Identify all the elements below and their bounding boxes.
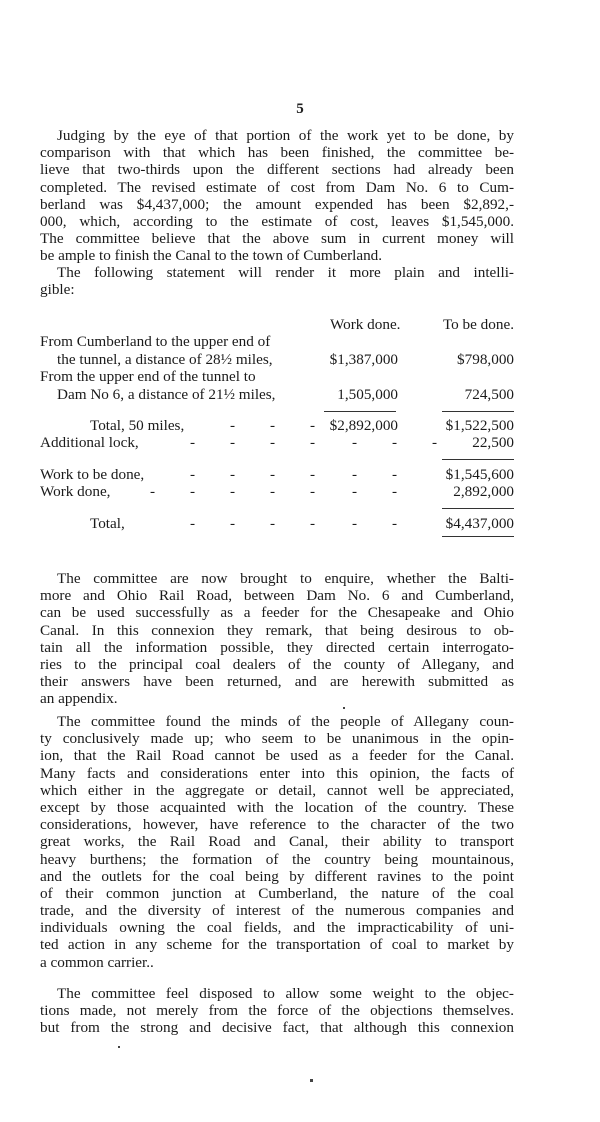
work-done-value: $1,387,000 (329, 350, 398, 368)
row-label: Dam No 6, a distance of 21½ miles, (57, 385, 276, 403)
text-line: great works, the Rail Road and Canal, their ability to transport (40, 833, 514, 851)
text-line: ty conclusively made up; who seem to be unanimous in the opin- (40, 730, 514, 748)
text-line: trade, and the diversity of interest of the numerous companies and (40, 902, 514, 920)
table-row (40, 368, 514, 385)
text-line: tions made, not merely from the force of the objections themselves. (40, 1002, 514, 1020)
to-be-done-value: $1,522,500 (445, 416, 514, 434)
text-line: can be used successfully as a feeder for the Chesapeake and Ohio (40, 604, 514, 622)
row-label: From the upper end of the tunnel to (40, 368, 256, 386)
sum-rule (442, 508, 514, 509)
text-line: ted action in any scheme for the transportation of coal to market by (40, 936, 514, 954)
row-label: From Cumberland to the upper end of (40, 333, 271, 351)
scan-speck (118, 1046, 120, 1048)
column-header-work-done: Work done. (330, 316, 401, 333)
leader-dash: - (310, 465, 316, 483)
table-row-additional-lock (40, 434, 514, 451)
sum-rule (442, 411, 514, 412)
leader-dash: - (230, 514, 236, 532)
text-line: Canal. In this connexion they remark, that being desirous to ob- (40, 621, 514, 639)
leader-dash: - (270, 514, 276, 532)
rule-row (40, 532, 514, 542)
row-label: Additional lock, (40, 434, 139, 452)
text-line: The committee believe that the above sum in current money will (40, 230, 514, 248)
text-line: The committee found the minds of the people of Allegany coun- (57, 713, 514, 730)
leader-dash: - (392, 483, 398, 501)
sum-rule (324, 411, 396, 412)
work-done-value: 1,505,000 (337, 385, 398, 403)
text-line: 000, which, according to the estimate of cost, leaves $1,545,000. (40, 212, 514, 230)
leader-dash: - (392, 434, 398, 452)
text-line: berland was $4,437,000; the amount expended has been $2,892,- (40, 195, 514, 213)
text-line: completed. The revised estimate of cost from Dam No. 6 to Cum- (40, 178, 514, 196)
leader-dash: - (432, 434, 438, 452)
text-line: except by those acquainted with the location of the country. These (40, 798, 514, 816)
rule-row (40, 452, 514, 466)
text-line: individuals owning the coal fields, and the impracticability of uni- (40, 919, 514, 937)
text-line: heavy burthens; the formation of the country being mountainous, (40, 850, 514, 868)
table-row-total-50-miles (40, 417, 514, 434)
leader-dash: - (352, 434, 358, 452)
leader-dash: - (190, 465, 196, 483)
rule-row (40, 403, 514, 417)
to-be-done-value: $798,000 (457, 350, 514, 368)
row-label: Total, (90, 514, 125, 532)
leader-dash: - (310, 434, 316, 452)
text-line: ries to the principal coal dealers of the county of Allegany, and (40, 655, 514, 673)
text-line: be ample to finish the Canal to the town of Cumberland. (40, 247, 383, 265)
leader-dash: - (190, 483, 196, 501)
leader-dash: - (190, 514, 196, 532)
text-line: Judging by the eye of that portion of the work yet to be done, by (57, 127, 514, 144)
row-label: Total, 50 miles, (90, 416, 185, 434)
leader-dash: - (270, 483, 276, 501)
sum-rule (442, 459, 514, 460)
text-line: which either in the aggregate or detail, cannot well be appreciated, (40, 781, 514, 799)
rule-row (40, 501, 514, 515)
leader-dash: - (310, 416, 316, 434)
leader-dash: - (352, 465, 358, 483)
page-number: 5 (296, 101, 304, 117)
row-label: Work done, (40, 483, 111, 501)
leader-dash: - (230, 434, 236, 452)
text-line: The following statement will render it more plain and intelli- (57, 264, 514, 281)
text-line: a common carrier.. (40, 953, 154, 971)
text-line: The committee feel disposed to allow some weight to the objec- (57, 985, 514, 1002)
leader-dash: - (270, 434, 276, 452)
paragraph-statement-intro (40, 264, 514, 298)
leader-dash: - (190, 434, 196, 452)
text-line: more and Ohio Rail Road, between Dam No. 6 and Cumberland, (40, 587, 514, 605)
text-line: lieve that two-thirds upon the different sections had already been (40, 161, 514, 179)
row-label: Work to be done, (40, 465, 145, 483)
leader-dash: - (352, 514, 358, 532)
text-line: gible: (40, 281, 75, 299)
text-line: of their common junction at Cumberland, the nature of the coal (40, 884, 514, 902)
leader-dash: - (230, 483, 236, 501)
table-row (40, 386, 514, 403)
leader-dash: - (392, 465, 398, 483)
paragraph-allegany-opinion (40, 713, 514, 971)
leader-dash: - (230, 416, 236, 434)
paragraph-objections (40, 985, 514, 1037)
work-to-be-done-value: $1,545,600 (445, 465, 514, 483)
row-label: the tunnel, a distance of 28½ miles, (57, 350, 273, 368)
text-line: their answers have been returned, and are herewith submitted as (40, 673, 514, 691)
paragraph-cost-estimate (40, 127, 514, 265)
to-be-done-value: 724,500 (464, 385, 514, 403)
to-be-done-value: 22,500 (472, 434, 514, 452)
table-row-grand-total (40, 515, 514, 532)
grand-total-value: $4,437,000 (445, 514, 514, 532)
text-line: Many facts and considerations enter into this opinion, the facts of (40, 764, 514, 782)
text-line: an appendix. (40, 690, 118, 708)
table-header-row (40, 316, 514, 333)
leader-dash: - (310, 514, 316, 532)
work-done-value: $2,892,000 (329, 416, 398, 434)
leader-dash: - (352, 483, 358, 501)
text-line: comparison with that which has been finished, the committee be- (40, 144, 514, 162)
work-done-total-value: 2,892,000 (453, 483, 514, 501)
text-line: ion, that the Rail Road cannot be used as a feeder for the Canal. (40, 747, 514, 765)
table-row-work-done (40, 483, 514, 500)
text-line: tain all the information possible, they directed certain interrogato- (40, 638, 514, 656)
leader-dash: - (310, 483, 316, 501)
scan-speck (343, 707, 345, 709)
leader-dash: - (392, 514, 398, 532)
table-row (40, 351, 514, 368)
leader-dash: - (150, 483, 156, 501)
column-header-to-be-done: To be done. (442, 316, 514, 333)
sum-rule (442, 536, 514, 537)
text-line: but from the strong and decisive fact, that although this connexion (40, 1019, 514, 1037)
table-row (40, 333, 514, 350)
paragraph-rail-road-inquiry (40, 570, 514, 708)
leader-dash: - (270, 465, 276, 483)
table-row-work-to-be-done (40, 466, 514, 483)
text-line: considerations, however, have reference to the character of the two (40, 816, 514, 834)
text-line: The committee are now brought to enquire, whether the Balti- (57, 570, 514, 587)
text-line: and the outlets for the coal being by different ravines to the point (40, 867, 514, 885)
cost-statement-table (40, 316, 514, 542)
leader-dash: - (230, 465, 236, 483)
leader-dash: - (270, 416, 276, 434)
scan-speck (310, 1079, 313, 1082)
